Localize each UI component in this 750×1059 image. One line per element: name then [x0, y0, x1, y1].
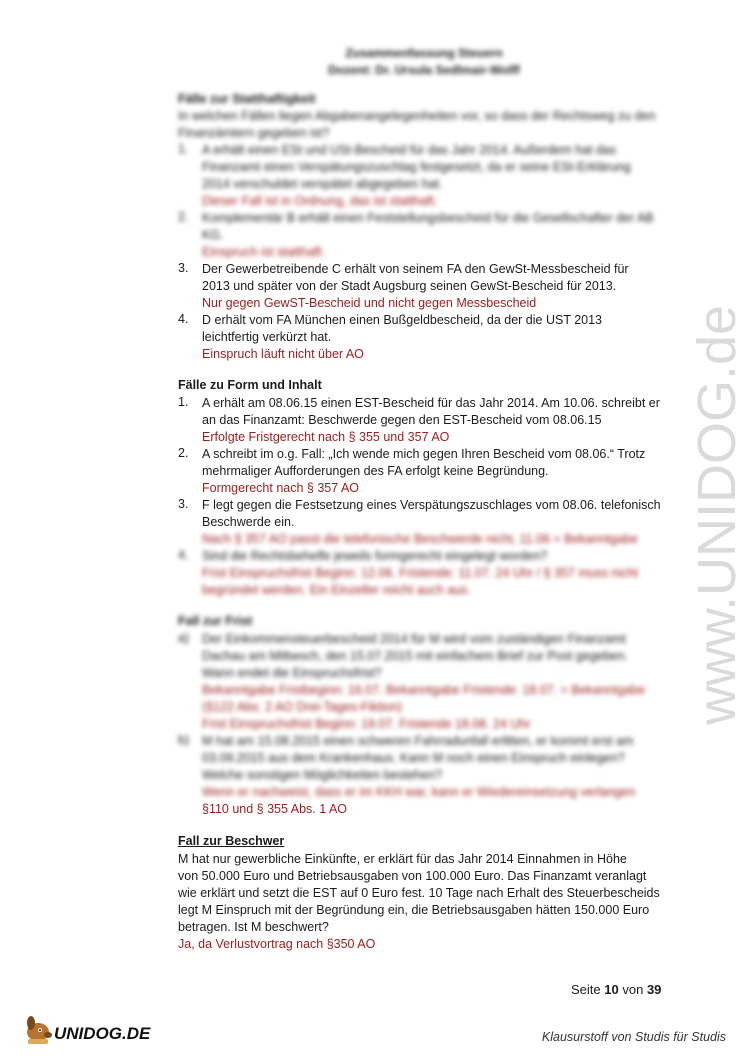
- unidog-logo: [22, 1012, 162, 1046]
- item-text-line: 03.09.2015 aus dem Krankenhaus. Kann M noch einen Einspruch einlegen?: [202, 751, 625, 765]
- logo-text: UNIDOG.DE: [54, 1024, 151, 1043]
- paragraph-line: von 50.000 Euro und Betriebsausgaben von 100.000 Euro. Das Finanzamt veranlagt: [178, 869, 647, 883]
- item-text-line: Wann endet die Einspruchsfrist?: [202, 666, 382, 680]
- item-number: 3.: [178, 497, 189, 511]
- item-number: b): [178, 733, 190, 747]
- item-number: 3.: [178, 261, 189, 275]
- document-title: Zusammenfassung Steuern: [345, 46, 503, 60]
- item-answer: §110 und § 355 Abs. 1 AO: [202, 802, 348, 816]
- section-title-beschwer: Fall zur Beschwer: [178, 834, 285, 848]
- item-answer: Nur gegen GewST-Bescheid und nicht gegen Messbescheid: [202, 296, 537, 310]
- paragraph-line: legt M Einspruch mit der Begründung ein, die Betriebsausgaben hätten 150.000 Euro: [178, 903, 650, 917]
- paragraph: [178, 851, 660, 953]
- item-text-line: an das Finanzamt: Beschwerde gegen den EST-Bescheid vom 08.06.15: [202, 413, 602, 427]
- page-sep: von: [622, 982, 644, 997]
- item-number: 4.: [178, 312, 189, 326]
- item-answer: begründet werden. Ein Einzeller reicht auch aus.: [202, 583, 471, 597]
- item-answer: Dieser Fall ist in Ordnung, das ist statthaft.: [202, 194, 438, 208]
- item-number: 1.: [178, 142, 189, 156]
- item-text-line: Sind die Rechtsbehelfe jeweils formgerecht eingelegt worden?: [202, 549, 548, 563]
- item-text-line: leichtfertig verkürzt hat.: [202, 330, 332, 344]
- section-title-form-inhalt: Fälle zu Form und Inhalt: [178, 378, 322, 392]
- paragraph-line: betragen. Ist M beschwert?: [178, 920, 329, 934]
- page-number: [571, 982, 661, 997]
- item-text-line: M hat am 15.08.2015 einen schweren Fahrradunfall erlitten, er kommt erst am: [202, 734, 634, 748]
- section-intro-line: In welchen Fällen liegen Abgabenangelegenheiten vor, so dass der Rechtsweg zu den: [178, 109, 656, 123]
- item-text-line: Komplementär B erhält einen Feststellungsbescheid für die Gesellschafter der AB: [202, 211, 654, 225]
- section-title-statthaftigkeit: Fälle zur Statthaftigkeit: [178, 92, 316, 106]
- item-text-line: Beschwerde ein.: [202, 515, 295, 529]
- item-answer: (§122 Abs. 2 AO Drei-Tages-Fiktion): [202, 700, 403, 714]
- item-text-line: Dachau am Mittwoch, den 15.07.2015 mit einfachem Brief zur Post gegeben.: [202, 649, 628, 663]
- item-answer: Bekanntgabe Fristbeginn: 16.07. Bekanntgabe Fristende: 18.07. = Bekanntgabe: [202, 683, 646, 697]
- item-text-line: mehrmaliger Aufforderungen des FA erfolgt keine Begründung.: [202, 464, 549, 478]
- watermark-text: www.UNIDOG.de: [687, 304, 747, 725]
- item-answer: Frist Einspruchsfrist Beginn: 19.07. Fristende 18.08. 24 Uhr: [202, 717, 531, 731]
- page-prefix: Seite: [571, 982, 601, 997]
- item-text-line: A schreibt im o.g. Fall: „Ich wende mich gegen Ihren Bescheid vom 08.06.“ Trotz: [202, 447, 646, 461]
- item-text-line: Der Einkommensteuerbescheid 2014 für M wird vom zuständigen Finanzamt: [202, 632, 626, 646]
- item-answer: Frist Einspruchsfrist Beginn: 12.06. Fristende: 11.07. 24 Uhr / § 357 muss nicht: [202, 566, 639, 580]
- item-number: a): [178, 631, 190, 645]
- item-number: 2.: [178, 210, 189, 224]
- item-answer: Einspruch ist statthaft.: [202, 245, 325, 259]
- item-text-line: Der Gewerbetreibende C erhält von seinem FA den GewSt-Messbescheid für: [202, 262, 629, 276]
- item-text-line: Finanzamt einen Verspätungszuschlag festgesetzt, da er seine ESt-Erklärung: [202, 160, 631, 174]
- page-total: 39: [646, 982, 662, 997]
- item-answer: Wenn er nachweist, dass er im KKH war, kann er Wiedereinsetzung verlangen: [202, 785, 636, 799]
- item-text-line: D erhält vom FA München einen Bußgeldbescheid, da der die UST 2013: [202, 313, 603, 327]
- item-answer: Einspruch läuft nicht über AO: [202, 347, 364, 361]
- dog-icon: [27, 1016, 52, 1044]
- item-number: 4.: [178, 548, 189, 562]
- section-title-frist: Fall zur Frist: [178, 614, 253, 628]
- item-answer: Erfolgte Fristgerecht nach § 355 und 357 AO: [202, 430, 450, 444]
- page-current: 10: [604, 982, 619, 997]
- item-answer: Formgerecht nach § 357 AO: [202, 481, 360, 495]
- section-intro-line: Finanzämtern gegeben ist?: [178, 126, 330, 140]
- item-text-line: A erhält am 08.06.15 einen EST-Bescheid für das Jahr 2014. Am 10.06. schreibt er: [202, 396, 660, 410]
- item-text-line: F legt gegen die Festsetzung eines Verspätungszuschlages vom 08.06. telefonisch: [202, 498, 661, 512]
- watermark: [640, 260, 750, 730]
- paragraph-answer: Ja, da Verlustvortrag nach §350 AO: [178, 937, 376, 951]
- item-text-line: KG.: [202, 228, 224, 242]
- item-number: 1.: [178, 395, 189, 409]
- item-number: 2.: [178, 446, 189, 460]
- paragraph-line: wie erklärt und setzt die EST auf 0 Euro fest. 10 Tage nach Erhalt des Steuerbescheids: [178, 886, 660, 900]
- item-text-line: 2013 und später von der Stadt Augsburg seinen GewSt-Bescheid für 2013.: [202, 279, 617, 293]
- footer-tagline: Klausurstoff von Studis für Studis: [541, 1030, 726, 1044]
- item-text-line: Welche sonstigen Möglichkeiten bestehen?: [202, 768, 443, 782]
- paragraph-line: M hat nur gewerbliche Einkünfte, er erklärt für das Jahr 2014 Einnahmen in Höhe: [178, 852, 627, 866]
- item-answer: Nach § 357 AO passt die telefonische Beschwerde nicht, 11.06 = Bekanntgabe: [202, 532, 638, 546]
- document-lecturer: Dozent: Dr. Ursula Sedlmair-Wolff: [328, 63, 520, 77]
- item-text-line: 2014 verschuldet verspätet abgegeben hat.: [202, 177, 443, 191]
- item-text-line: A erhält einen ESt und USt-Bescheid für das Jahr 2014. Außerdem hat das: [202, 143, 617, 157]
